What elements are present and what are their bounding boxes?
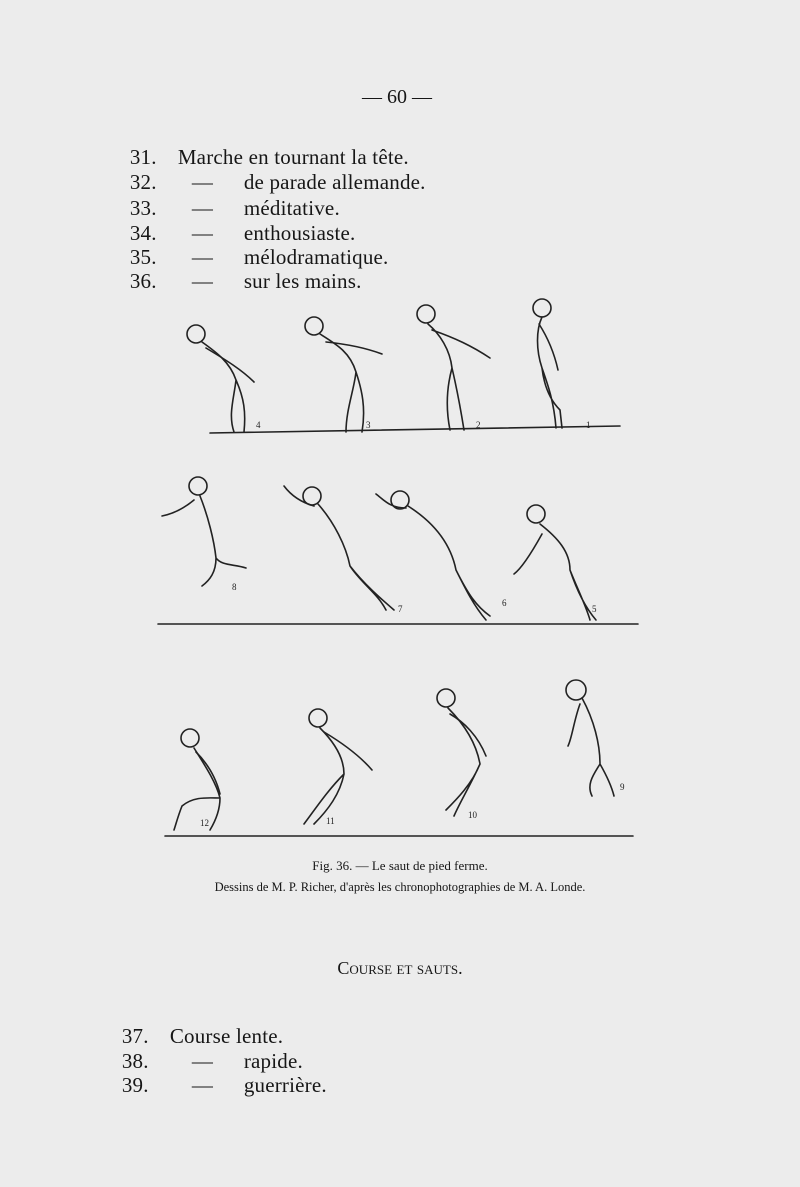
figure-credit: Dessins de M. P. Richer, d'après les chronophotographies de M. A. Londe. bbox=[214, 880, 586, 894]
item-text: Marche en tournant la tête. bbox=[177, 145, 409, 169]
jump-sequence-illustration bbox=[150, 290, 640, 850]
item-text: enthousiaste. bbox=[243, 221, 356, 245]
item-text: guerrière. bbox=[243, 1073, 327, 1097]
frame-number: 11 bbox=[326, 816, 335, 826]
ditto-dash: — bbox=[191, 245, 214, 269]
figure-1 bbox=[533, 299, 562, 428]
item-number: 35. bbox=[129, 245, 157, 269]
figure-5 bbox=[514, 505, 596, 620]
frame-number: 9 bbox=[620, 782, 625, 792]
figure-8 bbox=[162, 477, 246, 586]
frame-number: 5 bbox=[592, 604, 597, 614]
figure-6 bbox=[376, 491, 490, 620]
list-item bbox=[100, 1048, 327, 1123]
section-heading: Course et sauts. bbox=[337, 958, 463, 978]
item-text: de parade allemande. bbox=[243, 170, 426, 194]
ditto-dash: — bbox=[191, 196, 214, 220]
item-text: Course lente. bbox=[169, 1024, 284, 1048]
ground-line bbox=[210, 426, 620, 433]
frame-number: 2 bbox=[476, 420, 481, 430]
page-number: — 60 — bbox=[362, 86, 432, 108]
item-text: sur les mains. bbox=[243, 269, 362, 293]
figure-4 bbox=[187, 325, 254, 432]
figure-7 bbox=[284, 486, 394, 610]
frame-number: 10 bbox=[468, 810, 477, 820]
item-number: 32. bbox=[129, 170, 157, 194]
ditto-dash: — bbox=[191, 221, 214, 245]
frame-number: 6 bbox=[502, 598, 507, 608]
frame-number: 8 bbox=[232, 582, 237, 592]
frame-number: 3 bbox=[366, 420, 371, 430]
figure-2 bbox=[417, 305, 490, 430]
figure-caption: Fig. 36. — Le saut de pied ferme. bbox=[312, 858, 488, 873]
ditto-dash: — bbox=[191, 1073, 214, 1097]
figure-11 bbox=[304, 709, 372, 824]
item-number: 33. bbox=[129, 196, 157, 220]
ditto-dash: — bbox=[191, 1049, 214, 1073]
figure-12 bbox=[174, 729, 220, 830]
frame-number: 4 bbox=[256, 420, 261, 430]
ditto-dash: — bbox=[191, 269, 214, 293]
item-number: 37. bbox=[121, 1024, 149, 1048]
figure-3 bbox=[305, 317, 382, 432]
item-number: 31. bbox=[129, 145, 157, 169]
item-number: 39. bbox=[121, 1073, 149, 1097]
frame-number: 1 bbox=[586, 420, 591, 430]
item-text: rapide. bbox=[243, 1049, 303, 1073]
item-text: méditative. bbox=[243, 196, 340, 220]
frame-number: 12 bbox=[200, 818, 209, 828]
figure-10 bbox=[437, 689, 486, 816]
item-number: 34. bbox=[129, 221, 157, 245]
figure-9 bbox=[566, 680, 614, 796]
ditto-dash: — bbox=[191, 170, 214, 194]
item-number: 36. bbox=[129, 269, 157, 293]
frame-number: 7 bbox=[398, 604, 403, 614]
item-text: mélodramatique. bbox=[243, 245, 389, 269]
item-number: 38. bbox=[121, 1049, 149, 1073]
